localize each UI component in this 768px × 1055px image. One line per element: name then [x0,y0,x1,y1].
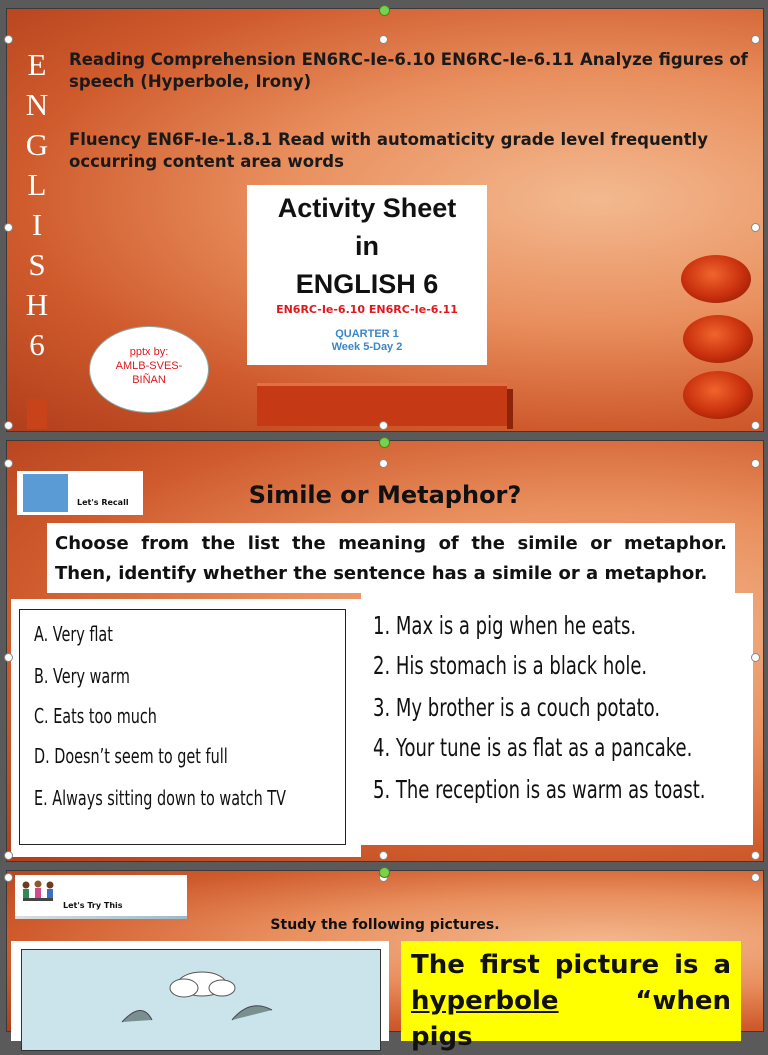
credit-line: AMLB-SVES- [115,360,183,372]
decorative-ball [683,315,753,363]
sentences-box[interactable] [361,593,753,845]
callout-text: The first picture is a [411,950,731,980]
vertical-letter: 6 [29,327,45,362]
objective-fluency: Fluency EN6F-Ie-1.8.1 Read with automaticity grade level frequently occurring content area words [69,130,708,171]
objective-reading-comprehension: Reading Comprehension EN6RC-Ie-6.10 EN6RC-Ie-6.11 Analyze figures of speech (Hyperbole, Irony) [69,50,748,91]
vertical-letter: I [31,207,43,242]
sentence-item: 2. His stomach is a black hole. [373,651,648,680]
choice-item: A. Very flat [34,622,113,646]
credit-oval[interactable] [89,326,209,413]
decorative-desk [257,383,507,426]
resize-handle[interactable] [4,653,13,662]
choices-frame [19,609,346,845]
kids-figures-icon [19,879,59,907]
flying-pig-picture [21,949,381,1051]
slide-3-try-this[interactable] [6,870,764,1052]
hyperbole-callout[interactable] [401,941,741,1052]
resize-handle[interactable] [751,459,760,468]
resize-handle[interactable] [751,35,760,44]
resize-handle[interactable] [4,459,13,468]
vertical-letter: H [25,287,49,322]
callout-term: hyperbole [411,986,559,1016]
vertical-letter: L [27,167,47,202]
slide-subtitle: Study the following pictures. [270,917,500,933]
slide-1-title[interactable] [6,8,764,432]
decorative-ball [681,255,751,303]
vertical-letter: S [28,247,46,282]
slide-2-recall[interactable] [6,440,764,862]
decorative-desk-side [507,389,513,429]
credit-line: BIÑAN [132,374,166,386]
choice-item: B. Very warm [34,664,130,688]
resize-handle[interactable] [751,873,760,882]
activity-sheet-box[interactable] [247,185,487,365]
decorative-ball [683,371,753,419]
resize-handle[interactable] [4,851,13,860]
vertical-letter: E [27,47,47,82]
resize-handle[interactable] [751,653,760,662]
resize-handle[interactable] [379,35,388,44]
callout-text: “when pigs [411,986,731,1052]
picture-box[interactable] [11,941,389,1041]
cloud-icon [22,950,380,1050]
decorative-chair [27,399,47,429]
week-label: Week 5-Day 2 [331,341,403,353]
choice-item: E. Always sitting down to watch TV [34,786,286,810]
activity-title-line1: Activity Sheet [277,193,457,223]
resize-handle[interactable] [4,223,13,232]
resize-handle[interactable] [751,223,760,232]
resize-handle[interactable] [751,851,760,860]
resize-handle[interactable] [751,421,760,430]
competency-codes: EN6RC-Ie-6.10 EN6RC-Ie-6.11 [276,303,458,316]
badge-label: Let's Recall [77,498,129,507]
sentence-item: 1. Max is a pig when he eats. [373,611,637,640]
credit-line: pptx by: [129,346,169,358]
resize-handle[interactable] [379,421,388,430]
quarter-label: QUARTER 1 [335,328,399,340]
rotate-handle[interactable] [379,437,390,448]
vertical-letter: G [25,127,49,162]
resize-handle[interactable] [379,459,388,468]
vertical-letter: N [25,87,49,122]
lets-try-this-badge [15,875,187,919]
activity-title-line3: ENGLISH 6 [295,269,439,299]
choice-item: C. Eats too much [34,704,157,728]
resize-handle[interactable] [4,421,13,430]
sentence-item: 3. My brother is a couch potato. [373,693,661,722]
instruction-text: Choose from the list the meaning of the simile or metaphor. Then, identify whether the sentence has a simile or a metaphor. [47,523,735,593]
rotate-handle[interactable] [379,5,390,16]
badge-label: Let's Try This [63,901,123,910]
activity-title-line2: in [355,231,379,261]
slide-title: Simile or Metaphor? [248,481,522,509]
rotate-handle[interactable] [379,867,390,878]
sentence-item: 5. The reception is as warm as toast. [373,775,706,804]
resize-handle[interactable] [4,873,13,882]
resize-handle[interactable] [379,851,388,860]
resize-handle[interactable] [4,35,13,44]
sentence-item: 4. Your tune is as flat as a pancake. [373,733,693,762]
choice-item: D. Doesn’t seem to get full [34,744,228,768]
choices-box[interactable] [11,599,361,857]
english6-vertical-title [19,45,55,365]
